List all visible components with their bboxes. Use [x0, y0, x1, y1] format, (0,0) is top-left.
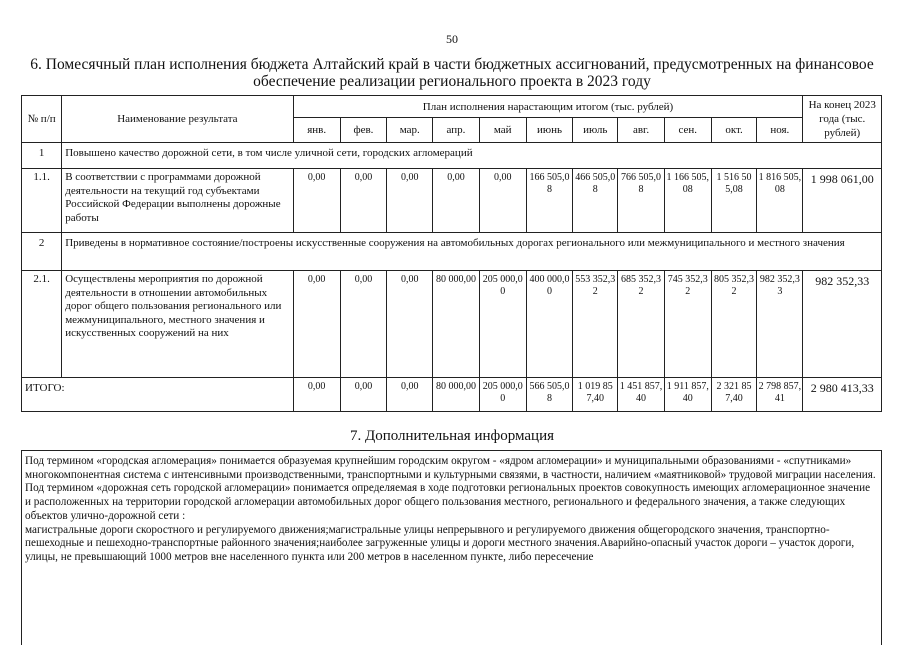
section-1-title: Повышено качество дорожной сети, в том числе уличной сети, городских агломераций — [62, 143, 882, 169]
row-2-1-num: 2.1. — [22, 271, 62, 378]
itogo-value: 80 000,00 — [433, 378, 479, 412]
row-1-1-value: 0,00 — [479, 169, 526, 233]
header-month: сен. — [664, 118, 711, 143]
header-month: янв. — [293, 118, 340, 143]
itogo-value: 1 911 857,40 — [664, 378, 711, 412]
itogo-value: 1 451 857,40 — [618, 378, 664, 412]
row-1-1-value: 766 505,08 — [618, 169, 664, 233]
itogo-value: 2 321 857,40 — [711, 378, 756, 412]
row-2-1-value: 982 352,33 — [757, 271, 803, 378]
header-month: апр. — [433, 118, 479, 143]
info-paragraph: Под термином «дорожная сеть городской агломерации» понимается определяемая в ходе подготовки региональных проектов совокупность имеющих агломерационное значение и расположенных на территории городской агломерации автомобильных дорог общего пользования местного, регионального и федерального значения, а также следующих объектов улично-дорожной сети : — [25, 482, 871, 522]
itogo-value: 566 505,08 — [526, 378, 572, 412]
row-1-1-total: 1 998 061,00 — [803, 169, 882, 233]
row-2-1-value: 745 352,32 — [664, 271, 711, 378]
row-2-1-value: 0,00 — [293, 271, 340, 378]
row-2-1-value: 805 352,32 — [711, 271, 756, 378]
header-plan-group: План исполнения нарастающим итогом (тыс. рублей) — [293, 96, 803, 118]
row-2-1-value: 0,00 — [387, 271, 433, 378]
section-7-title: 7. Дополнительная информация — [349, 428, 555, 444]
info-paragraph: магистральные дороги скоростного и регулируемого движения;магистральные улицы непрерывного и регулируемого движения общегородского значения, транспортно-пешеходные и пешеходно-транспортные районного значения;наиболее загруженные улицы и дороги местного значения.Аварийно-опасный участок дороги – участок дороги, улицы, не превышающий 1000 метров вне населенного пункта или 200 метров в населенном пункте, либо пересечение — [25, 523, 855, 563]
header-month: окт. — [711, 118, 756, 143]
itogo-value: 0,00 — [387, 378, 433, 412]
row-2-1-value: 685 352,32 — [618, 271, 664, 378]
header-month: мар. — [387, 118, 433, 143]
header-month: июль — [573, 118, 618, 143]
itogo-label: ИТОГО: — [22, 378, 294, 412]
budget-plan-table — [21, 95, 882, 412]
header-month: фев. — [340, 118, 386, 143]
row-1-1-name: В соответствии с программами дорожной деятельности на текущий год субъектами Российской Федерации выполнены дорожные работы — [62, 169, 293, 233]
header-month: авг. — [618, 118, 664, 143]
row-2-1-name: Осуществлены мероприятия по дорожной деятельности в отношении автомобильных дорог общего пользования регионального или межмуниципального, местного значения и искусственных сооружений на них — [62, 271, 293, 378]
row-1-1-value: 0,00 — [340, 169, 386, 233]
itogo-value: 1 019 857,40 — [573, 378, 618, 412]
row-2-1-value: 0,00 — [340, 271, 386, 378]
header-num: № п/п — [22, 96, 62, 143]
itogo-value: 0,00 — [340, 378, 386, 412]
row-2-1-value: 553 352,32 — [573, 271, 618, 378]
itogo-value: 0,00 — [293, 378, 340, 412]
section-6-title: 6. Помесячный план исполнения бюджета Алтайский край в части бюджетных ассигнований, предусмотренных на финансовое обеспечение реализации регионального проекта в 2023 году — [30, 56, 874, 90]
row-1-1-value: 0,00 — [433, 169, 479, 233]
header-month: ноя. — [757, 118, 803, 143]
row-1-1-value: 1 166 505,08 — [664, 169, 711, 233]
row-2-1-value: 205 000,00 — [479, 271, 526, 378]
itogo-value: 205 000,00 — [479, 378, 526, 412]
row-1-1-value: 0,00 — [293, 169, 340, 233]
itogo-value: 2 798 857,41 — [757, 378, 803, 412]
header-name: Наименование результата — [62, 96, 293, 143]
itogo-total: 2 980 413,33 — [803, 378, 882, 412]
header-month: май — [479, 118, 526, 143]
info-paragraph: Под термином «городская агломерация» понимается образуемая крупнейшим городским округом - «ядром агломерации» и муниципальными образованиями - «спутниками» многокомпонентная система с интенсивными производственными, транспортными и культурными связями, в частности, наличием «маятниковой» трудовой миграции населения. — [25, 455, 876, 481]
row-1-1-num: 1.1. — [22, 169, 62, 233]
row-2-1-total: 982 352,33 — [803, 271, 882, 378]
header-month: июнь — [526, 118, 572, 143]
row-2-1-value: 80 000,00 — [433, 271, 479, 378]
row-1-1-value: 1 516 505,08 — [711, 169, 756, 233]
row-1-1-value: 1 816 505,08 — [757, 169, 803, 233]
row-1-1-value: 166 505,08 — [526, 169, 572, 233]
row-2-1-value: 400 000,00 — [526, 271, 572, 378]
row-1-1-value: 0,00 — [387, 169, 433, 233]
page-number: 50 — [446, 32, 458, 46]
section-2-title: Приведены в нормативное состояние/построены искусственные сооружения на автомобильных дорогах регионального или межмуниципального и местного значения — [62, 233, 882, 271]
additional-info-box — [21, 450, 882, 645]
row-1-1-value: 466 505,08 — [573, 169, 618, 233]
header-year-end: На конец 2023 года (тыс. рублей) — [803, 96, 882, 143]
section-2-num: 2 — [22, 233, 62, 271]
section-1-num: 1 — [22, 143, 62, 169]
